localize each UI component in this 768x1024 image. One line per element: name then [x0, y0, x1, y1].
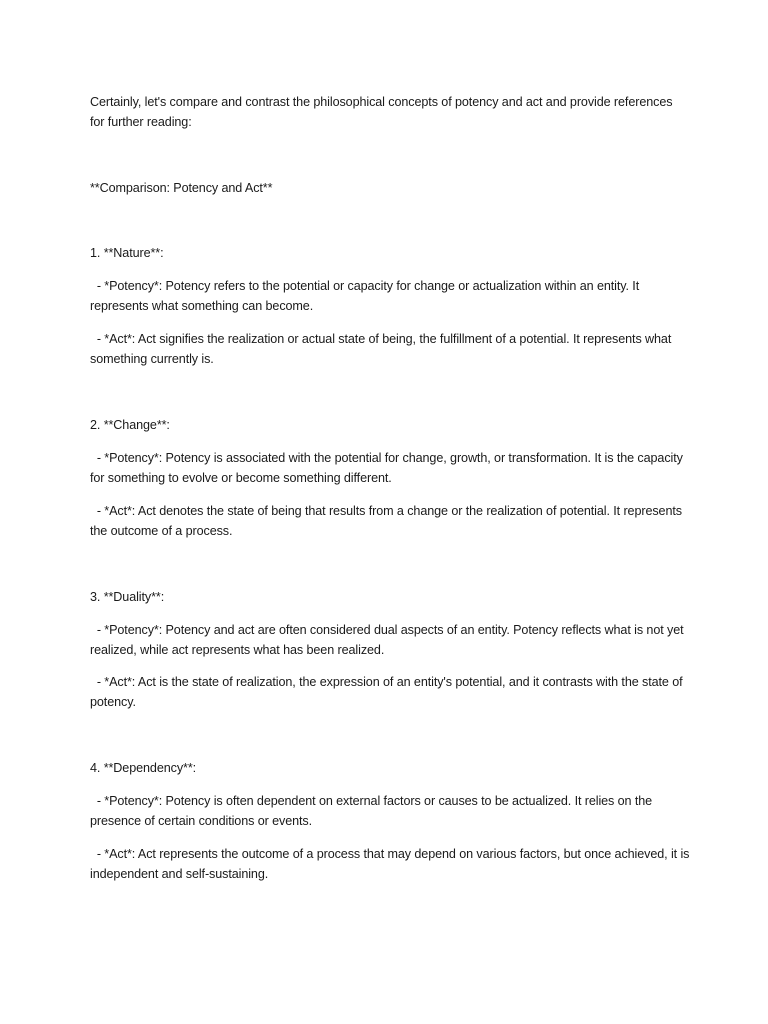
- dependency-potency-item: - *Potency*: Potency is often dependent on external factors or causes to be actualized. It relies on the presence of certain conditions or events.: [90, 794, 656, 828]
- section-title-dependency: 4. **Dependency**:: [90, 761, 197, 775]
- nature-potency-item: - *Potency*: Potency refers to the potential or capacity for change or actualization within an entity. It represents what something can become.: [90, 279, 643, 313]
- duality-potency-item: - *Potency*: Potency and act are often considered dual aspects of an entity. Potency reflects what is not yet realized, while act represents what has been realized.: [90, 623, 687, 657]
- change-potency-item: - *Potency*: Potency is associated with the potential for change, growth, or transformation. It is the capacity for something to evolve or become something different.: [90, 451, 687, 485]
- duality-act-item: - *Act*: Act is the state of realization, the expression of an entity's potential, and it contrasts with the state of potency.: [90, 675, 686, 709]
- section-title-duality: 3. **Duality**:: [90, 590, 165, 604]
- section-title-nature: 1. **Nature**:: [90, 246, 164, 260]
- change-act-item: - *Act*: Act denotes the state of being that results from a change or the realization of potential. It represents the outcome of a process.: [90, 504, 686, 538]
- dependency-act-item: - *Act*: Act represents the outcome of a process that may depend on various factors, but once achieved, it is independent and self-sustaining.: [90, 847, 693, 881]
- intro-paragraph: Certainly, let's compare and contrast the philosophical concepts of potency and act and provide references for further reading:: [90, 95, 673, 129]
- nature-act-item: - *Act*: Act signifies the realization or actual state of being, the fulfillment of a potential. It represents what something currently is.: [90, 332, 675, 366]
- section-title-change: 2. **Change**:: [90, 418, 170, 432]
- comparison-heading: **Comparison: Potency and Act**: [90, 181, 273, 195]
